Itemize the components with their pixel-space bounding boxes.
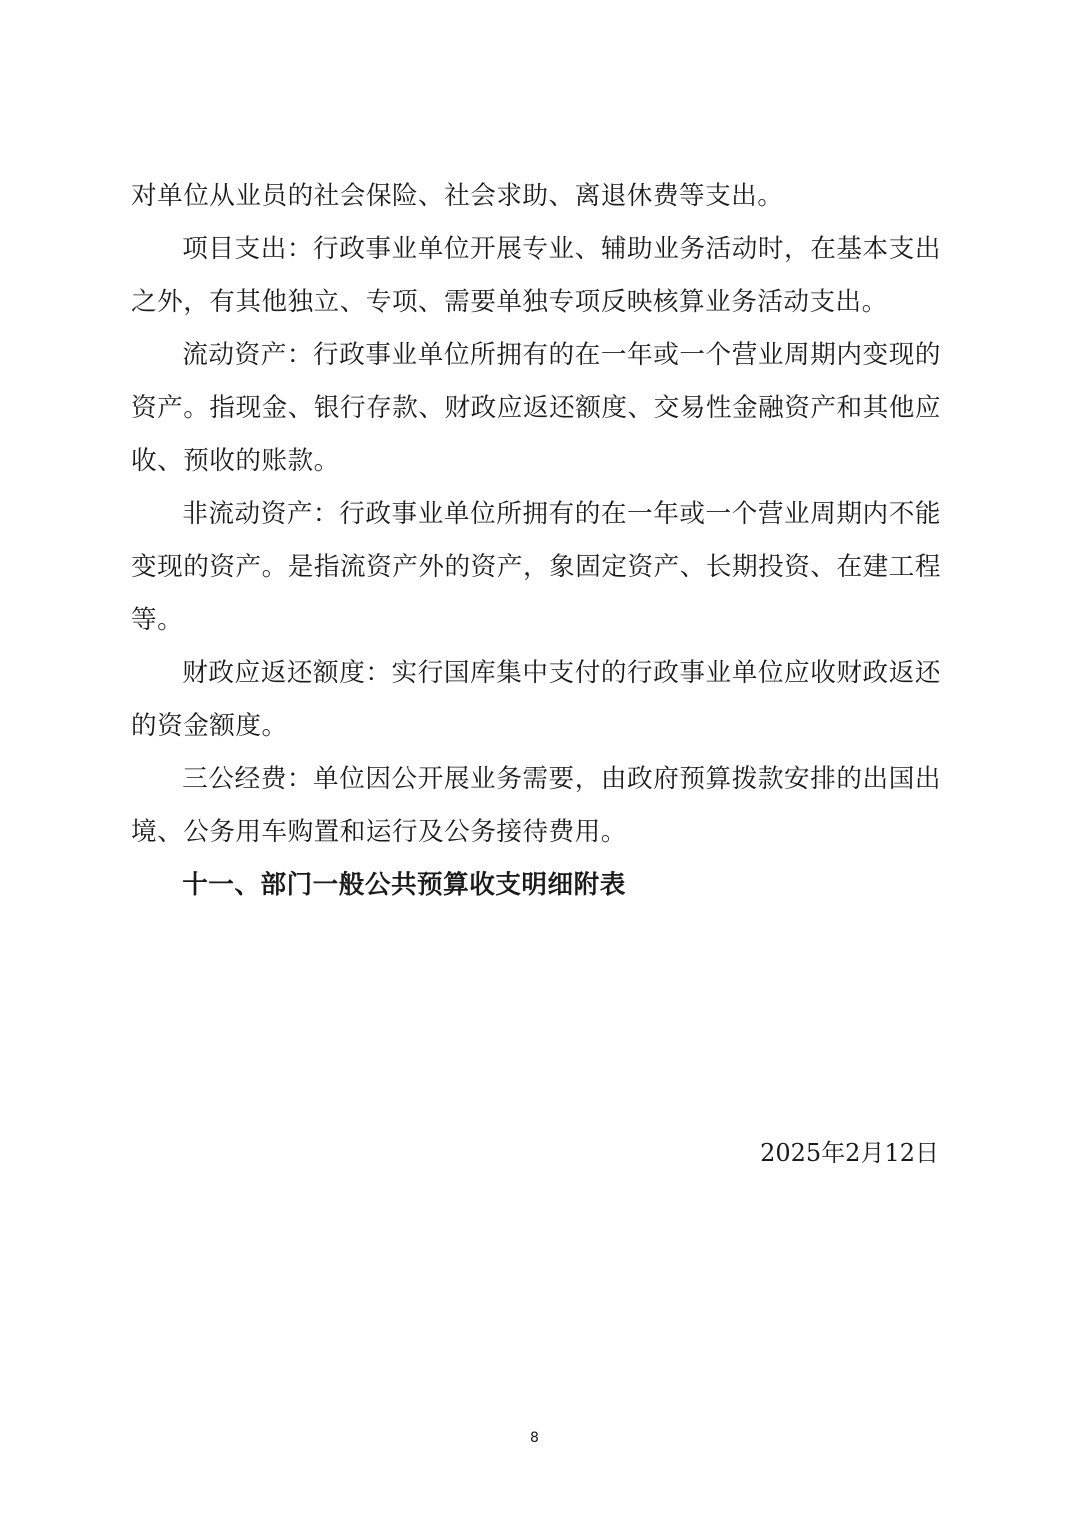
section-heading: 十一、部门一般公共预算收支明细附表 xyxy=(182,870,626,900)
paragraph-continuation: 对单位从业员的社会保险、社会求助、离退休费等支出。 xyxy=(131,181,784,211)
document-body xyxy=(131,170,941,912)
paragraph-three-public-expenses: 三公经费：单位因公开展业务需要，由政府预算拨款安排的出国出境、公务用车购置和运行及公务接待费用。 xyxy=(131,764,941,847)
paragraph-current-assets: 流动资产：行政事业单位所拥有的在一年或一个营业周期内变现的资产。指现金、银行存款、财政应返还额度、交易性金融资产和其他应收、预收的账款。 xyxy=(131,340,941,476)
paragraph-fiscal-return-quota: 财政应返还额度：实行国库集中支付的行政事业单位应收财政返还的资金额度。 xyxy=(131,658,941,741)
page-number: 8 xyxy=(530,1430,539,1446)
paragraph-project-expenditure: 项目支出：行政事业单位开展专业、辅助业务活动时，在基本支出之外，有其他独立、专项、需要单独专项反映核算业务活动支出。 xyxy=(131,234,941,317)
document-date: 2025年2月12日 xyxy=(760,1139,939,1167)
paragraph-non-current-assets: 非流动资产：行政事业单位所拥有的在一年或一个营业周期内不能变现的资产。是指流资产外的资产，象固定资产、长期投资、在建工程等。 xyxy=(131,499,941,635)
